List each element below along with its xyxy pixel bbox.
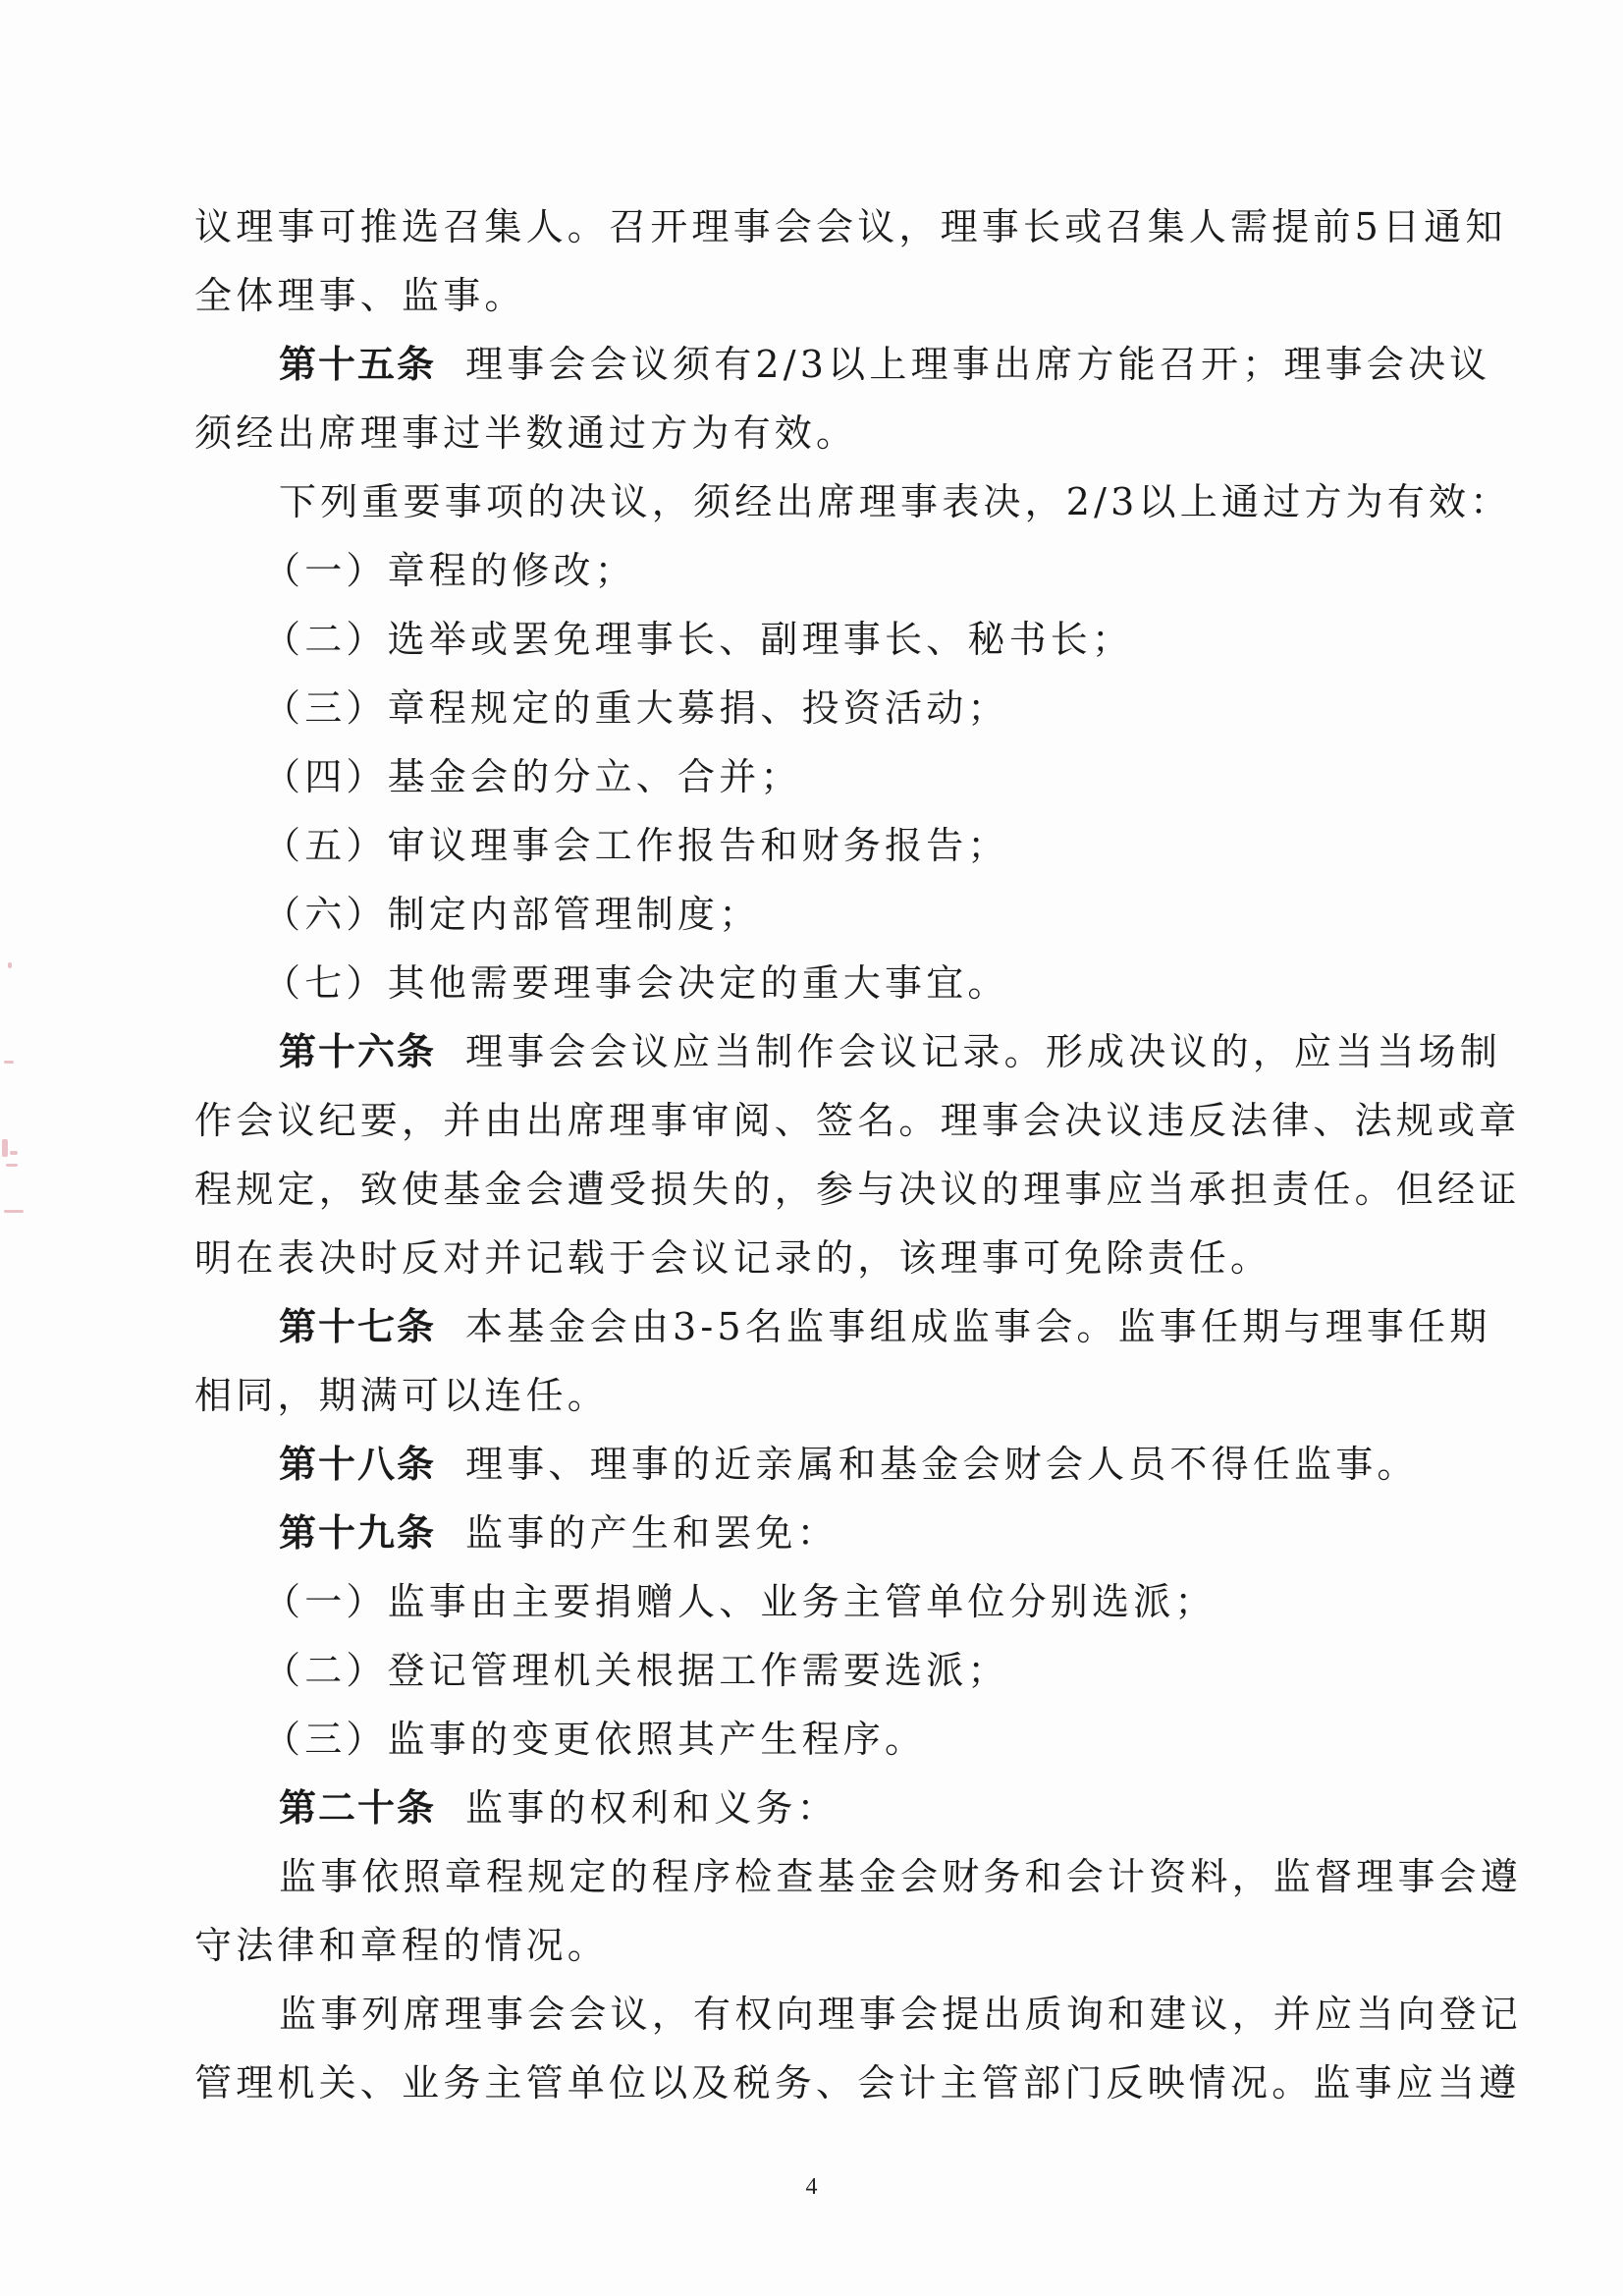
- text-line: 本基金会由3-5名监事组成监事会。监事任期与理事任期: [465, 1305, 1491, 1348]
- text-line: 监事的权利和义务：: [465, 1786, 839, 1830]
- list-item: （二）登记管理机关根据工作需要选派；: [263, 1649, 1009, 1692]
- article-17: [194, 1292, 1491, 1361]
- article-18: [194, 1430, 1422, 1499]
- text-line: 管理机关、业务主管单位以及税务、会计主管部门反映情况。监事应当遵: [194, 2061, 1521, 2105]
- list-item: （三）监事的变更依照其产生程序。: [263, 1718, 927, 1761]
- text-line: 理事、理事的近亲属和基金会财会人员不得任监事。: [465, 1443, 1419, 1486]
- article-title: 第二十条: [279, 1786, 437, 1830]
- text-line: 理事会会议须有2/3以上理事出席方能召开；理事会决议: [465, 343, 1491, 386]
- list-item: （七）其他需要理事会决定的重大事宜。: [263, 961, 1009, 1005]
- text-line: 监事的产生和罢免：: [465, 1511, 839, 1555]
- text-line: 全体理事、监事。: [194, 274, 526, 317]
- article-title: 第十七条: [279, 1305, 437, 1348]
- document-body: [194, 192, 1523, 2117]
- article-title: 第十五条: [279, 343, 437, 386]
- text-line: 理事会会议应当制作会议记录。形成决议的，应当当场制: [465, 1030, 1502, 1073]
- text-line: 守法律和章程的情况。: [194, 1924, 610, 1967]
- list-item: （二）选举或罢免理事长、副理事长、秘书长；: [263, 618, 1134, 661]
- text-line: 下列重要事项的决议，须经出席理事表决，2/3以上通过方为有效：: [279, 480, 1512, 523]
- list-item: （六）制定内部管理制度；: [263, 893, 761, 936]
- text-line: 监事列席理事会会议，有权向理事会提出质询和建议，并应当向登记: [279, 1993, 1523, 2036]
- list-item: （三）章程规定的重大募捐、投资活动；: [263, 686, 1009, 730]
- list-item: （四）基金会的分立、合并；: [263, 755, 802, 798]
- list-item: （一）监事由主要捐赠人、业务主管单位分别选派；: [263, 1580, 1217, 1623]
- article-16: [194, 1017, 1502, 1086]
- article-title: 第十六条: [279, 1030, 437, 1073]
- text-line: 相同，期满可以连任。: [194, 1374, 610, 1417]
- text-line: 议理事可推选召集人。召开理事会会议，理事长或召集人需提前5日通知: [194, 205, 1507, 248]
- article-title: 第十九条: [279, 1511, 437, 1555]
- text-line: 监事依照章程规定的程序检查基金会财务和会计资料，监督理事会遵: [279, 1855, 1523, 1898]
- page-number: 4: [805, 2174, 818, 2200]
- text-line: 作会议纪要，并由出席理事审阅、签名。理事会决议违反法律、法规或章: [194, 1099, 1521, 1142]
- text-line: 明在表决时反对并记载于会议记录的，该理事可免除责任。: [194, 1236, 1272, 1280]
- article-title: 第十八条: [279, 1443, 437, 1486]
- text-line: 须经出席理事过半数通过方为有效。: [194, 411, 858, 455]
- seal-fragment-icon: [0, 923, 29, 1218]
- list-item: （五）审议理事会工作报告和财务报告；: [263, 824, 1009, 867]
- article-19: [194, 1499, 1422, 1567]
- list-item: （一）章程的修改；: [263, 549, 636, 592]
- article-20: [194, 1774, 1422, 1842]
- article-15: [194, 330, 1491, 399]
- text-line: 程规定，致使基金会遭受损失的，参与决议的理事应当承担责任。但经证: [194, 1168, 1521, 1211]
